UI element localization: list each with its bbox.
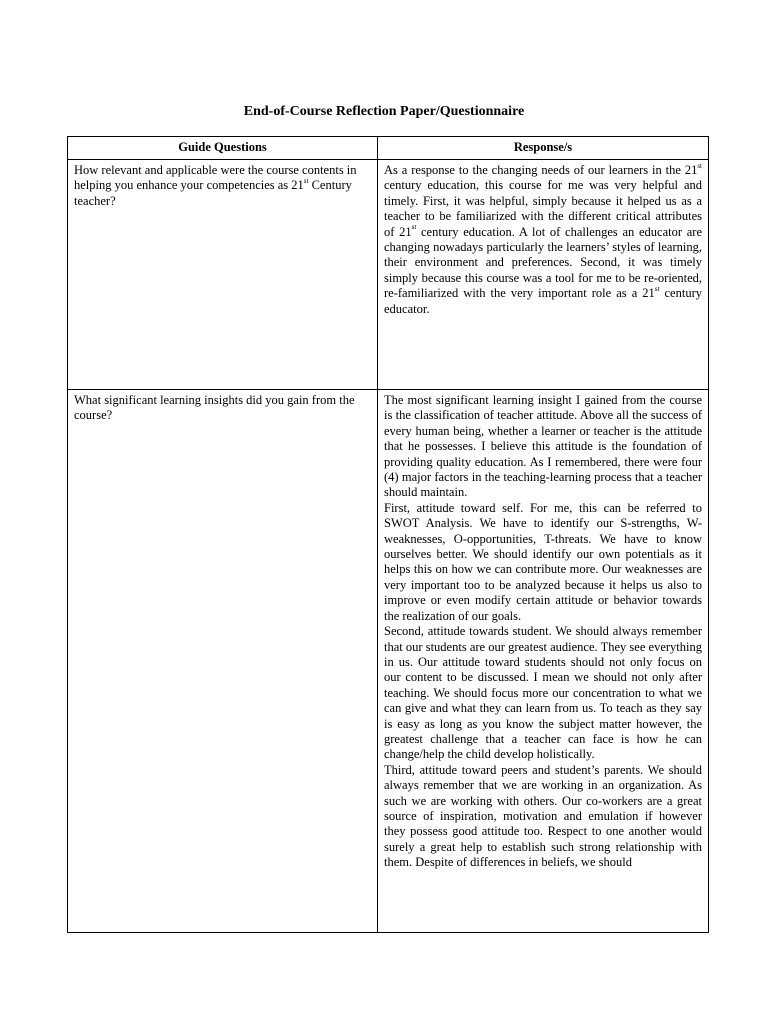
response-text: century education, this course for me was very helpful and timely. First, it was helpful, simply because it helped us as a teacher to be familiarized with the different critical attributes of 21 <box>384 178 702 239</box>
ordinal-suffix: st <box>697 161 702 170</box>
question-text: Century teacher? <box>74 178 352 208</box>
response-text: As a response to the changing needs of our learners in the 21 <box>384 163 698 177</box>
reflection-table <box>67 136 709 933</box>
table-row <box>68 160 709 390</box>
table-row <box>68 390 709 933</box>
response-text: century education. A lot of challenges an educator are changing nowadays particularly the learners’ styles of learning, their environment and preferences. Second, it was timely simply because this course was a tool for me to be re-oriented, re-familiarized with the very important role as a 21 <box>384 224 702 301</box>
response-paragraph: First, attitude toward self. For me, this can be referred to SWOT Analysis. We have to identify our S-strengths, W-weaknesses, O-opportunities, T-threats. We have to know ourselves better. We should identify our own potentials as it helps this on how we can contribute more. Our weaknesses are very important too to be analyzed because it helps us also to improve or even modify certain attitude or behavior towards the realization of our goals. <box>384 500 702 623</box>
response-paragraph: Second, attitude towards student. We should always remember that our students are our greatest audience. They see everything in us. Our attitude toward students should not only focus on our content to be discussed. I mean we should not only after teaching. We should focus more our concentration to what we can give and what they can learn from us. To teach as they say is easy as long as you know the subject matter however, the greatest challenge that a teacher can face is how he can change/help the child develop holistically. <box>384 624 702 762</box>
response-paragraph: The most significant learning insight I gained from the course is the classification of teacher attitude. Above all the success of every human being, whether a learner or teacher is the attitude that he possesses. I believe this attitude is the foundation of providing quality education. As I remembered, there were four (4) major factors in the teaching-learning process that a teacher should maintain. <box>384 393 702 500</box>
document-title: End-of-Course Reflection Paper/Questionnaire <box>243 104 525 119</box>
question-text: How relevant and applicable were the course contents in helping you enhance your competencies as 21 <box>74 163 357 193</box>
response-cell <box>378 390 709 933</box>
ordinal-suffix: st <box>303 177 309 186</box>
response-paragraph: Third, attitude toward peers and student’s parents. We should always remember that we are working in an organization. As such we are working with others. Our co-workers are a great source of inspiration, motivation and emulation if however they possess good attitude too. Respect to one another would surely a great help to establish such strong relationship with them. Despite of differences in beliefs, we should <box>384 762 702 870</box>
response-cell <box>378 160 709 390</box>
response-text: century educator. <box>384 286 702 316</box>
table-header-row <box>68 137 709 160</box>
ordinal-suffix: st <box>654 285 660 294</box>
guide-questions-header: Guide Questions <box>68 137 378 160</box>
ordinal-suffix: st <box>411 223 417 232</box>
question-cell <box>68 160 378 390</box>
responses-header: Response/s <box>378 137 709 160</box>
question-cell: What significant learning insights did you gain from the course? <box>68 390 378 933</box>
